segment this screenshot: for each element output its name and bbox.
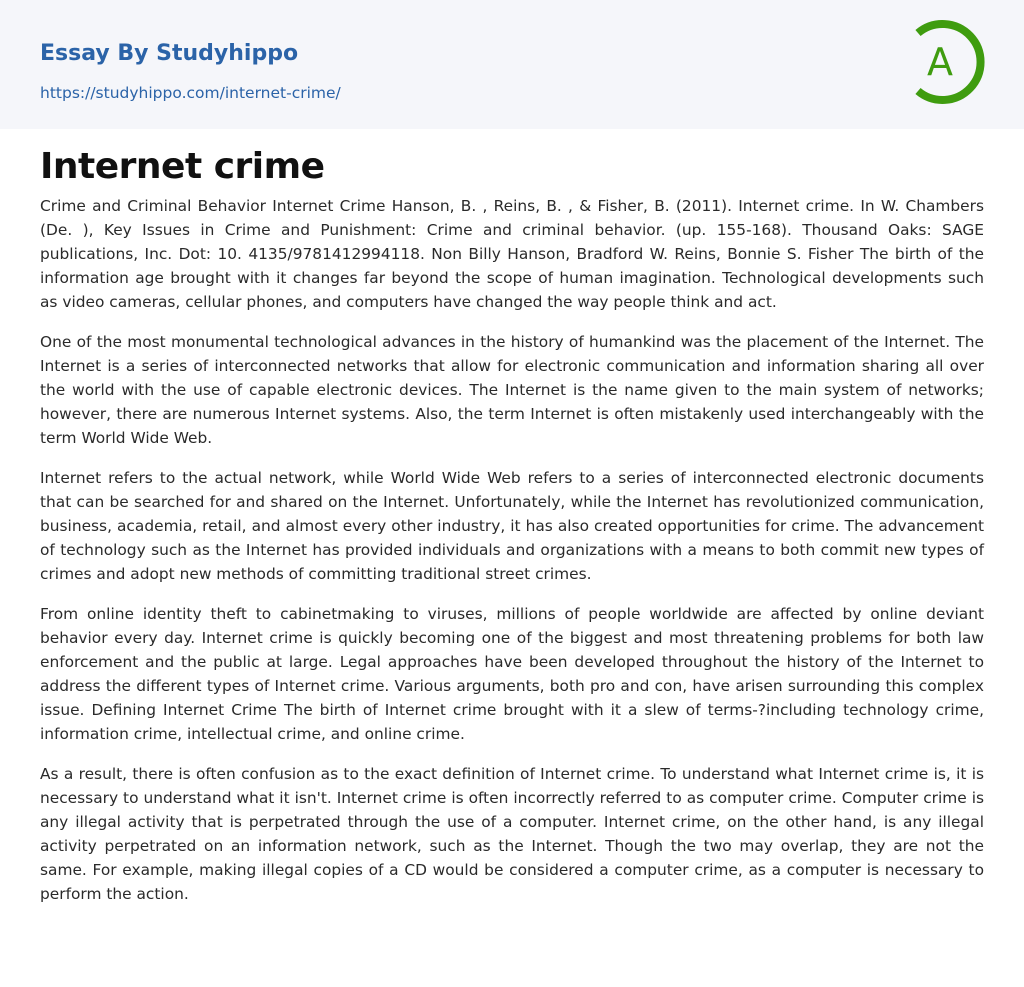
studyhippo-logo-icon[interactable] bbox=[912, 19, 986, 105]
paragraph: Internet refers to the actual network, while World Wide Web refers to a series of interconnected electronic documents that can be searched for and shared on the Internet. Unfortunately, while the Internet has revolutionized communication, business, academia, retail, and almost every other industry, it has also created opportunities for crime. The advancement of technology such as the Internet has provided individuals and organizations with a means to both commit new types of crimes and adopt new methods of committing traditional street crimes. bbox=[40, 469, 984, 583]
site-header bbox=[0, 0, 1024, 129]
essay-url-link[interactable]: https://studyhippo.com/internet-crime/ bbox=[40, 84, 341, 102]
paragraph: One of the most monumental technological advances in the history of humankind was the placement of the Internet. The Internet is a series of interconnected networks that allow for electronic communication and information sharing all over the world with the use of capable electronic devices. The Internet is the name given to the main system of networks; however, there are numerous Internet systems. Also, the term Internet is often mistakenly used interchangeably with the term World Wide Web. bbox=[40, 333, 984, 447]
paragraph: From online identity theft to cabinetmaking to viruses, millions of people worldwide are affected by online deviant behavior every day. Internet crime is quickly becoming one of the biggest and most threatening problems for both law enforcement and the public at large. Legal approaches have been developed throughout the history of the Internet to address the different types of Internet crime. Various arguments, both pro and con, have arisen surrounding this complex issue. Defining Internet Crime The birth of Internet crime brought with it a slew of terms-?including technology crime, information crime, intellectual crime, and online crime. bbox=[40, 605, 984, 743]
paragraph: Crime and Criminal Behavior Internet Crime Hanson, B. , Reins, B. , & Fisher, B. (2011). Internet crime. In W. Chambers (De. ), Key Issues in Crime and Punishment: Crime and criminal behavior. (up. 155-168). Thousand Oaks: SAGE publications, Inc. Dot: 10. 4135/9781412994118. Non Billy Hanson, Bradford W. Reins, Bonnie S. Fisher The birth of the information age brought with it changes far beyond the scope of human imagination. Technological developments such as video cameras, cellular phones, and computers have changed the way people think and act. bbox=[40, 197, 984, 311]
essay-body bbox=[40, 194, 984, 922]
logo-letter: A bbox=[927, 40, 953, 84]
paragraph: As a result, there is often confusion as to the exact definition of Internet crime. To understand what Internet crime is, it is necessary to understand what it isn't. Internet crime is often incorrectly referred to as computer crime. Computer crime is any illegal activity that is perpetrated through the use of a computer. Internet crime, on the other hand, is any illegal activity perpetrated on an information network, such as the Internet. Though the two may overlap, they are not the same. For example, making illegal copies of a CD would be considered a computer crime, as a computer is necessary to perform the action. bbox=[40, 765, 984, 903]
page-title: Internet crime bbox=[40, 146, 325, 187]
brand-title: Essay By Studyhippo bbox=[40, 41, 299, 66]
